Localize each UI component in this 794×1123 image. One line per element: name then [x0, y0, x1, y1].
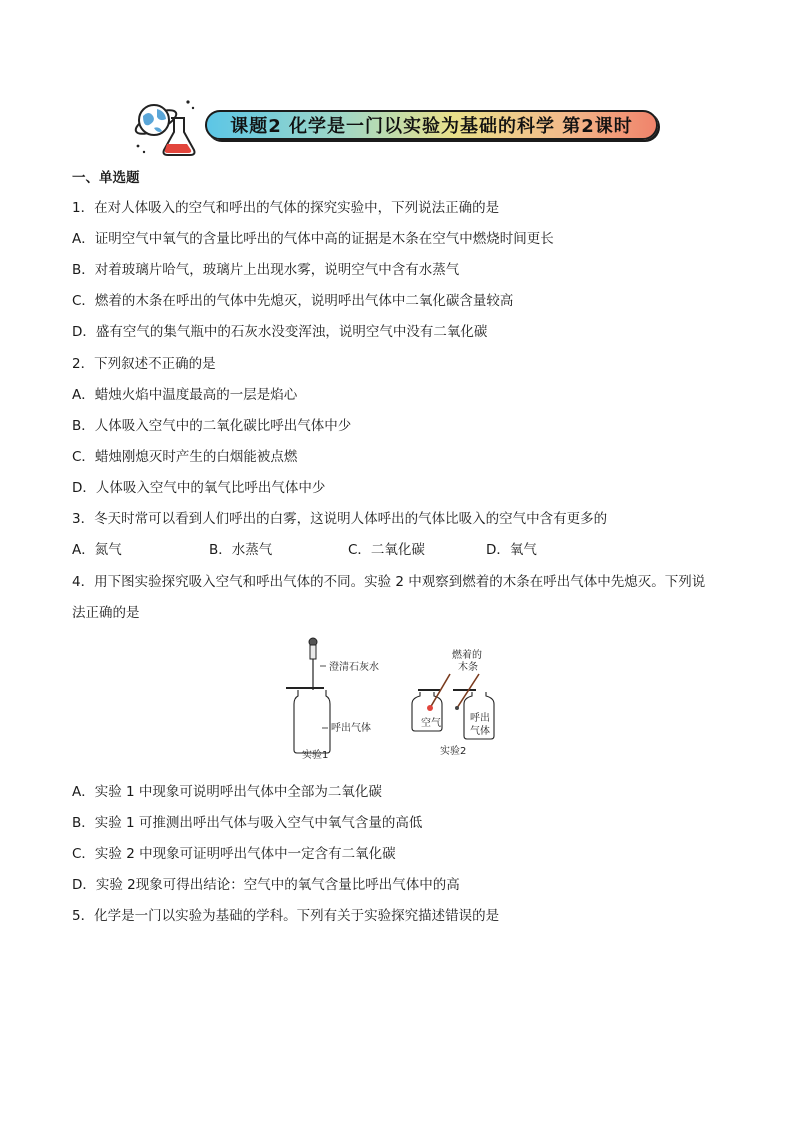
question-4-stem-line-1: 4．用下图实验探究吸入空气和呼出气体的不同。实验 2 中观察到燃着的木条在呼出气体中先熄灭。下列说 — [72, 574, 706, 590]
exp2-bottle-1-label: 空气 — [421, 718, 441, 729]
question-1-option-b[interactable]: B．对着玻璃片哈气，玻璃片上出现水雾，说明空气中含有水蒸气 — [72, 262, 460, 278]
exp1-bottle-label: 呼出气体 — [331, 723, 371, 734]
question-3-option-c[interactable]: C．二氧化碳 — [348, 542, 425, 558]
question-4-option-b[interactable]: B．实验 1 可推测出呼出气体与吸入空气中氧气含量的高低 — [72, 815, 423, 831]
question-3-option-d[interactable]: D．氧气 — [486, 542, 537, 558]
exp2-caption: 实验2 — [440, 746, 467, 757]
question-4-option-a[interactable]: A．实验 1 中现象可说明呼出气体中全部为二氧化碳 — [72, 784, 382, 800]
question-1-option-c[interactable]: C．燃着的木条在呼出的气体中先熄灭，说明呼出气体中二氧化碳含量较高 — [72, 293, 514, 309]
question-3-stem: 3．冬天时常可以看到人们呼出的白雾，这说明人体呼出的气体比吸入的空气中含有更多的 — [72, 511, 608, 527]
question-3-options — [72, 538, 672, 558]
question-2-option-a[interactable]: A．蜡烛火焰中温度最高的一层是焰心 — [72, 387, 298, 403]
exp2-bottle-2-label-line-2: 气体 — [470, 726, 490, 737]
question-2-option-c[interactable]: C．蜡烛刚熄灭时产生的白烟能被点燃 — [72, 449, 298, 465]
question-2-option-b[interactable]: B．人体吸入空气中的二氧化碳比呼出气体中少 — [72, 418, 352, 434]
section-title: 一、单选题 — [72, 170, 140, 186]
exp2-bottle-2-label-line-1: 呼出 — [470, 713, 490, 724]
question-3-option-b[interactable]: B．水蒸气 — [209, 542, 273, 558]
experiment-1-apparatus — [286, 638, 330, 753]
exp1-caption: 实验1 — [302, 750, 329, 761]
question-4-stem-line-2: 法正确的是 — [72, 605, 140, 621]
exp1-dropper-label: 澄清石灰水 — [329, 662, 379, 673]
science-logo-icon — [130, 94, 202, 158]
question-1-option-a[interactable]: A．证明空气中氧气的含量比呼出的气体中高的证据是木条在空气中燃烧时间更长 — [72, 231, 554, 247]
question-4-option-c[interactable]: C．实验 2 中现象可证明呼出气体中一定含有二氧化碳 — [72, 846, 396, 862]
lesson-title: 课题2 化学是一门以实验为基础的科学 第2课时 — [230, 116, 633, 137]
question-1-option-d[interactable]: D．盛有空气的集气瓶中的石灰水没变浑浊，说明空气中没有二氧化碳 — [72, 324, 488, 340]
question-2-option-d[interactable]: D．人体吸入空气中的氧气比呼出气体中少 — [72, 480, 326, 496]
title-banner — [205, 110, 658, 140]
question-5-stem: 5．化学是一门以实验为基础的学科。下列有关于实验探究描述错误的是 — [72, 908, 500, 924]
exp2-stick-label-line-1: 燃着的 — [452, 650, 482, 661]
question-1-stem: 1．在对人体吸入的空气和呼出的气体的探究实验中，下列说法正确的是 — [72, 200, 500, 216]
lesson-header — [130, 94, 670, 158]
experiment-figure — [280, 636, 490, 766]
question-3-option-a[interactable]: A．氮气 — [72, 542, 122, 558]
question-2-stem: 2．下列叙述不正确的是 — [72, 356, 216, 372]
exp2-stick-label-line-2: 木条 — [458, 662, 478, 673]
question-4-option-d[interactable]: D．实验 2现象可得出结论：空气中的氧气含量比呼出气体中的高 — [72, 877, 460, 893]
